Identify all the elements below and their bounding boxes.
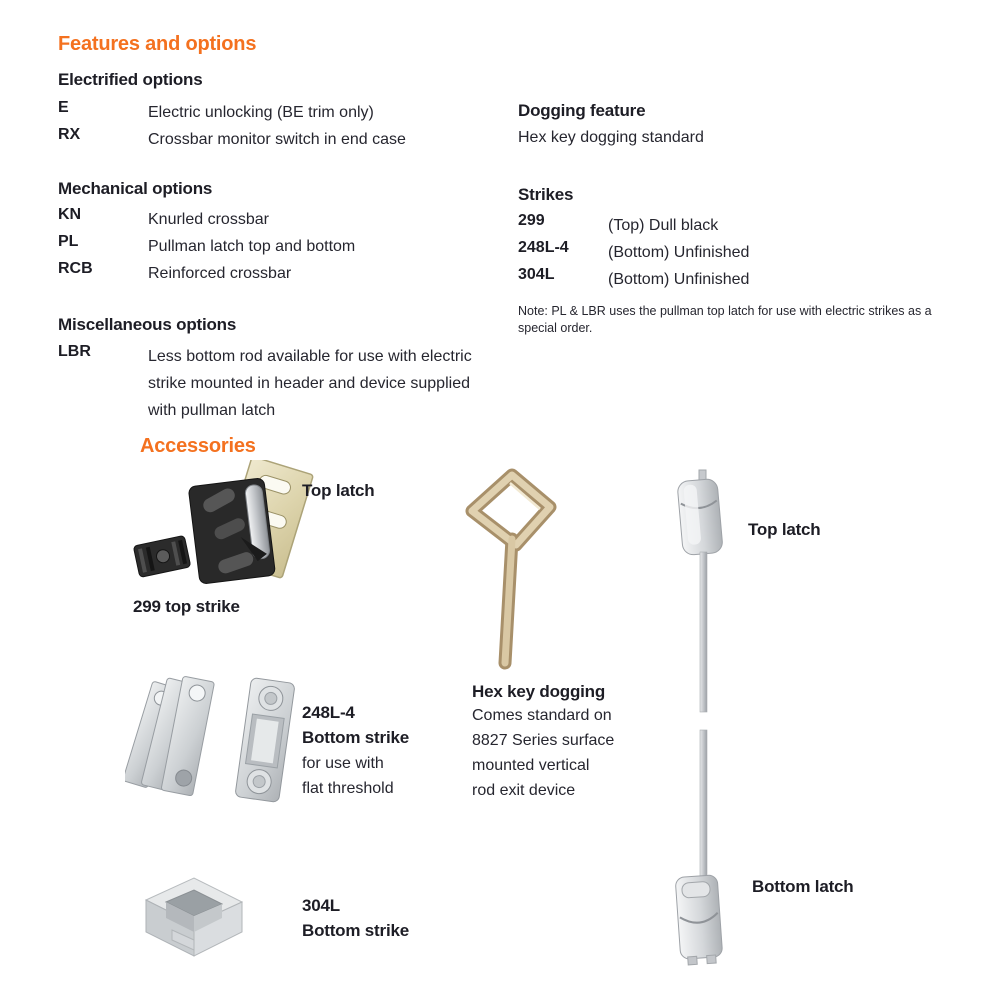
hex-key-desc-line: mounted vertical	[472, 757, 590, 774]
option-desc: Less bottom rod available for use with electric strike mounted in header and device supplied with pullman latch	[148, 348, 472, 419]
strikes-note: Note: PL & LBR uses the pullman top latch for use with electric strikes as a special order.	[518, 304, 932, 335]
option-code: PL	[58, 233, 79, 250]
top-latch-label-1: Top latch	[302, 481, 375, 500]
option-code: KN	[58, 206, 82, 223]
strike-desc: (Top) Dull black	[608, 217, 719, 234]
strike-code: 248L-4	[518, 239, 569, 256]
option-row-rcb	[58, 260, 291, 287]
bottom-latch-label: Bottom latch	[752, 877, 854, 896]
hex-key-desc-line: Comes standard on	[472, 707, 612, 724]
bottom-strike-304-code: 304L	[302, 896, 340, 915]
black-strike-body	[188, 478, 275, 585]
option-desc: Electric unlocking (BE trim only)	[148, 104, 374, 121]
option-code: LBR	[58, 343, 91, 360]
option-row-rx	[58, 126, 406, 153]
option-row-kn	[58, 206, 269, 233]
small-ribbed-piece	[133, 535, 191, 577]
option-row-lbr	[58, 343, 483, 424]
miscellaneous-options-heading: Miscellaneous options	[58, 315, 237, 334]
option-code: RX	[58, 126, 81, 143]
hex-key-title: Hex key dogging	[472, 682, 606, 701]
strike-row-248l4	[518, 239, 749, 266]
bracket-304	[146, 878, 242, 956]
strike-desc: (Bottom) Unfinished	[608, 244, 750, 261]
strike-code: 299	[518, 212, 545, 229]
dogging-feature-desc: Hex key dogging standard	[518, 129, 704, 146]
mechanical-options-heading: Mechanical options	[58, 179, 213, 198]
bottom-strike-304-name: Bottom strike	[302, 921, 409, 940]
page-title: Features and options	[58, 33, 257, 55]
strike-row-299	[518, 212, 718, 239]
bottom-strike-304-image	[136, 870, 251, 970]
bottom-strike-248-desc-2: flat threshold	[302, 780, 394, 797]
accessories-heading: Accessories	[140, 435, 256, 457]
option-desc: Crossbar monitor switch in end case	[148, 131, 406, 148]
bottom-strike-248-desc-1: for use with	[302, 755, 384, 772]
top-latch-part	[677, 470, 723, 712]
option-code: E	[58, 99, 69, 116]
strike-plate	[235, 678, 295, 803]
option-row-pl	[58, 233, 355, 260]
electrified-options-heading: Electrified options	[58, 70, 203, 89]
strikes-heading: Strikes	[518, 185, 574, 204]
bottom-strike-248-name: Bottom strike	[302, 728, 409, 747]
top-strike-299-image	[122, 460, 317, 600]
strike-desc: (Bottom) Unfinished	[608, 271, 750, 288]
bottom-strike-248-image	[125, 676, 305, 808]
bottom-latch-part	[675, 730, 723, 965]
hex-key-desc-line: 8827 Series surface	[472, 732, 615, 749]
bottom-strike-248-code: 248L-4	[302, 703, 355, 722]
strike-code: 304L	[518, 266, 555, 283]
shim-stack	[125, 676, 215, 796]
rod-assembly-image	[668, 468, 740, 973]
hex-key-desc-line: rod exit device	[472, 782, 576, 799]
hex-dogging-key	[472, 475, 550, 663]
top-strike-299-label: 299 top strike	[133, 597, 240, 616]
option-desc: Pullman latch top and bottom	[148, 238, 356, 255]
strike-row-304l	[518, 266, 749, 293]
top-latch-label-2: Top latch	[748, 520, 821, 539]
option-desc: Knurled crossbar	[148, 211, 269, 228]
option-desc: Reinforced crossbar	[148, 265, 292, 282]
option-row-e	[58, 99, 374, 126]
option-code: RCB	[58, 260, 93, 277]
hex-key-image	[452, 463, 572, 673]
dogging-feature-heading: Dogging feature	[518, 101, 646, 120]
